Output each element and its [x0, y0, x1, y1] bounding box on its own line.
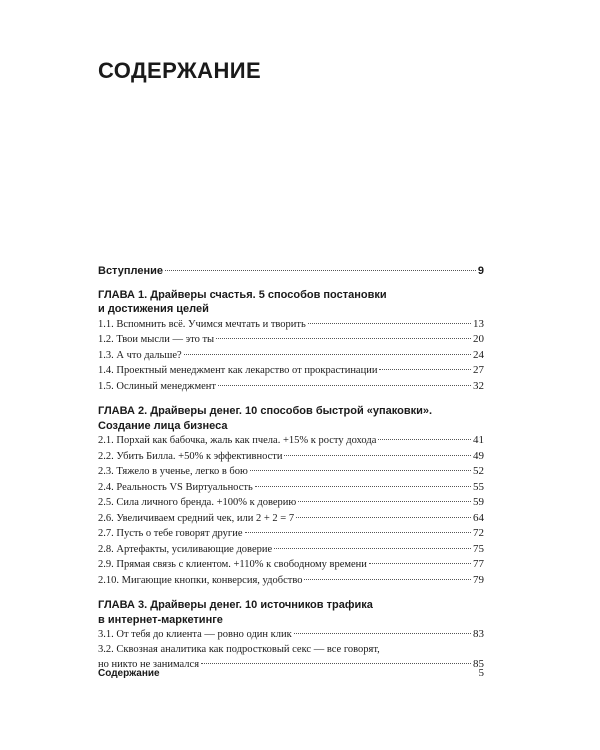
toc-entry[interactable] [98, 526, 484, 542]
toc-entry[interactable] [98, 573, 484, 589]
toc-entry-page: 85 [473, 658, 484, 670]
toc-entry-page: 64 [473, 511, 484, 524]
toc-entry-label: 2.9. Прямая связь с клиентом. +110% к свободному времени [98, 559, 367, 570]
footer-title: Содержание [98, 668, 160, 679]
toc-entry-label: 1.3. А что дальше? [98, 349, 182, 361]
toc-entry-page: 13 [473, 317, 484, 330]
toc-entry-page: 20 [473, 333, 484, 345]
chapter-heading-line: ГЛАВА 2. Драйверы денег. 10 способов быстрой «упаковки». [98, 405, 433, 417]
leader-dots [308, 323, 471, 324]
toc-entry[interactable] [98, 317, 484, 333]
toc-entry-page: 83 [473, 628, 484, 640]
toc-entry[interactable] [98, 557, 484, 573]
toc-entry-page: 32 [473, 379, 484, 392]
toc-entry-label-line: но никто не занимался [98, 659, 200, 670]
running-footer [98, 667, 484, 679]
toc-entry-label: 1.5. Ослиный менеджмент [98, 380, 216, 392]
toc-entry[interactable] [98, 348, 484, 364]
toc-entry-label: 2.8. Артефакты, усиливающие доверие [98, 543, 273, 555]
toc-entry-label: 1.2. Твои мысли — это ты [98, 334, 215, 345]
toc-entry-label: 2.10. Мигающие кнопки, конверсия, удобство [98, 574, 303, 586]
toc-entry-page: 49 [473, 449, 484, 462]
toc-entry[interactable] [98, 363, 484, 379]
toc-entry[interactable] [98, 449, 484, 465]
chapter-heading-line: и достижения целей [98, 303, 209, 315]
leader-dots [255, 486, 471, 487]
toc-intro[interactable] [98, 264, 484, 279]
toc-entry[interactable] [98, 627, 484, 643]
chapter-heading[interactable] [98, 288, 484, 317]
toc-entry-label: 1.1. Вспомнить всё. Учимся мечтать и творить [98, 318, 306, 330]
toc-entry-label-line: 3.2. Сквозная аналитика как подростковый секс — все говорят, [98, 643, 380, 655]
table-of-contents [98, 264, 484, 673]
toc-entry[interactable] [98, 433, 484, 449]
toc-entry-page: 55 [473, 480, 484, 493]
chapter-heading-line: Создание лица бизнеса [98, 419, 228, 432]
leader-dots [201, 663, 471, 664]
toc-entry[interactable] [98, 332, 484, 348]
toc-entry-page: 24 [473, 348, 484, 361]
leader-dots [304, 579, 471, 580]
toc-entry-label: 1.4. Проектный менеджмент как лекарство от прокрастинации [98, 365, 378, 376]
chapter-3 [98, 598, 484, 673]
leader-dots [284, 455, 471, 456]
leader-dots [250, 470, 471, 471]
toc-entry-page: 77 [473, 558, 484, 570]
toc-entry-label: 2.1. Порхай как бабочка, жаль как пчела. +15% к росту дохода [98, 435, 377, 446]
toc-entry-page: 41 [473, 434, 484, 446]
leader-dots [218, 385, 471, 386]
toc-entry[interactable] [98, 495, 484, 511]
toc-entry-page: 59 [473, 496, 484, 508]
toc-entry-label: 2.5. Сила личного бренда. +100% к доверию [98, 497, 297, 508]
leader-dots [296, 517, 471, 518]
leader-dots [184, 354, 471, 355]
chapter-heading-line: ГЛАВА 3. Драйверы денег. 10 источников трафика [98, 599, 373, 611]
chapter-heading-line: ГЛАВА 1. Драйверы счастья. 5 способов постановки [98, 288, 387, 301]
chapter-2 [98, 404, 484, 588]
leader-dots [379, 369, 471, 370]
page-number: 5 [478, 667, 484, 679]
toc-entry-page: 27 [473, 364, 484, 376]
toc-entry-label: 2.2. Убить Билла. +50% к эффективности [98, 450, 283, 462]
toc-entry-page: 52 [473, 465, 484, 477]
toc-entry-label: 2.4. Реальность VS Виртуальность [98, 481, 253, 493]
toc-entry-label: 2.7. Пусть о тебе говорят другие [98, 528, 243, 539]
leader-dots [369, 563, 471, 564]
leader-dots [216, 338, 471, 339]
toc-entry[interactable] [98, 542, 484, 558]
toc-entry-page: 79 [473, 573, 484, 586]
toc-entry-page: 75 [473, 542, 484, 555]
toc-entry-label: 3.1. От тебя до клиента — ровно один клик [98, 629, 292, 640]
chapter-heading-line: в интернет-маркетинге [98, 613, 223, 626]
chapter-heading[interactable] [98, 404, 484, 433]
leader-dots [245, 532, 472, 533]
toc-entry-label: 2.3. Тяжело в ученье, легко в бою [98, 466, 248, 477]
toc-entry-label: 2.6. Увеличиваем средний чек, или 2 + 2 = 7 [98, 512, 295, 524]
leader-dots [165, 270, 476, 271]
toc-intro-page: 9 [477, 265, 484, 277]
leader-dots [298, 501, 471, 502]
toc-entry[interactable] [98, 464, 484, 480]
toc-entry-page: 72 [473, 527, 484, 539]
toc-entry[interactable] [98, 379, 484, 395]
chapter-heading[interactable] [98, 598, 484, 627]
leader-dots [274, 548, 471, 549]
toc-intro-label: Вступление [98, 265, 163, 277]
toc-entry[interactable] [98, 511, 484, 527]
page-title: СОДЕРЖАНИЕ [98, 58, 262, 83]
chapter-1 [98, 288, 484, 395]
leader-dots [294, 633, 471, 634]
leader-dots [378, 439, 471, 440]
toc-entry[interactable] [98, 480, 484, 496]
